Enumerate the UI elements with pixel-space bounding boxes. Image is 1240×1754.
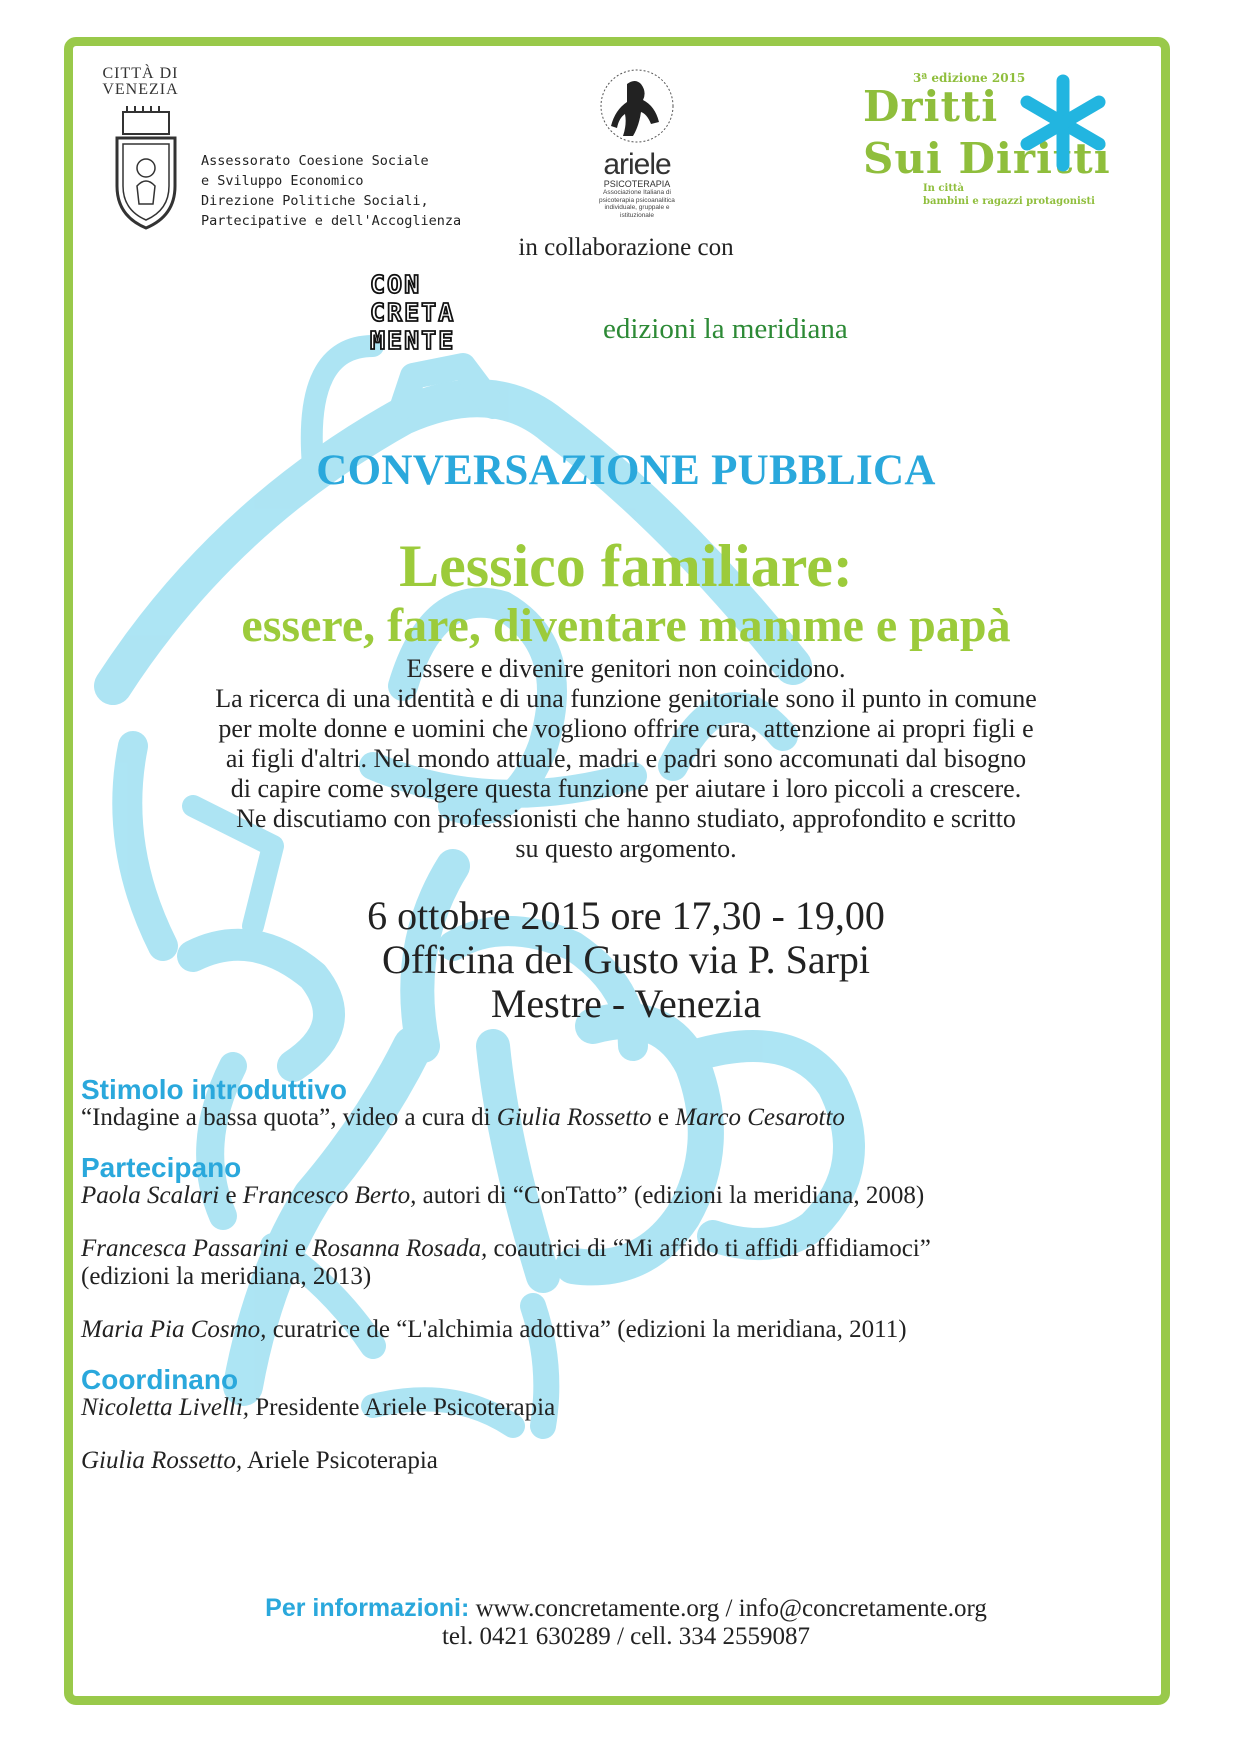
event-place: Officina del Gusto via P. Sarpi: [381, 937, 871, 982]
dritti-edition: 3ª edizione 2015: [913, 71, 1026, 85]
concretamente-line3: MENTE: [370, 326, 456, 354]
info-label: Per informazioni:: [265, 1594, 470, 1622]
concretamente-line1: CON: [370, 270, 422, 299]
venezia-crest-icon: [111, 106, 181, 231]
citta-venezia-block: [93, 65, 473, 229]
ariele-description: Associazione Italiana di psicoterapia psicoanalitica individuale, gruppale e istituzionale: [599, 189, 675, 219]
section-title-stimolo: Stimolo introduttivo: [81, 1074, 347, 1105]
dritti-title-line1: Dritti: [863, 82, 999, 131]
participant-line-2b: (edizioni la meridiana, 2013): [81, 1263, 372, 1290]
ariele-name: ariele: [603, 148, 671, 181]
event-date: 6 ottobre 2015 ore 17,30 - 19,00: [367, 893, 885, 938]
section-title-partecipano: Partecipano: [81, 1152, 242, 1183]
dritti-tagline: In città bambini e ragazzi protagonisti: [923, 183, 1095, 207]
intro-paragraph: Essere e divenire genitori non coincidono. La ricerca di una identità e di una funzione genitoriale sono il punto in comune per molte donne e uomini che vogliono offrire cura, attenzione ai propri figli e ai figli d'altri. Nel mondo attuale, madri e padri sono accomunati dal bisogno di capire come svolgere questa funzione per aiutare i loro piccoli a crescere. Ne discutiamo con professionisti che hanno studiato, approfondito e scritto su questo argomento.: [215, 654, 1037, 863]
participant-line-3: Maria Pia Cosmo, curatrice de “L'alchimia adottiva” (edizioni la meridiana, 2011): [81, 1316, 907, 1343]
subheadline: essere, fare, diventare mamme e papà: [241, 599, 1011, 652]
ariele-logo: [577, 66, 697, 219]
citta-venezia-title: CITTÀ DI VENEZIA: [102, 65, 179, 98]
dritti-sui-diritti-logo: [863, 71, 1163, 231]
poster-frame: [64, 37, 1170, 1705]
asterisk-icon: [1013, 73, 1113, 173]
section-title-coordinano: Coordinano: [81, 1364, 239, 1395]
info-web-email: www.concretamente.org / info@concretamente.org: [469, 1595, 987, 1622]
meridiana-logo: edizioni la meridiana: [603, 313, 848, 345]
ariele-subtitle: PSICOTERAPIA: [603, 179, 671, 189]
info-phones: tel. 0421 630289 / cell. 334 2559087: [441, 1623, 811, 1650]
assessorato-text: Assessorato Coesione Sociale e Sviluppo Economico Direzione Politiche Sociali, Partecipative e dell'Accoglienza: [201, 153, 462, 229]
collaboration-label: in collaborazione con: [518, 234, 734, 261]
contact-info: [73, 1594, 1170, 1651]
ariele-figure-icon: [597, 66, 677, 146]
event-city: Mestre - Venezia: [490, 981, 762, 1026]
concretamente-logo: [368, 269, 503, 354]
concretamente-line2: CRETA: [370, 298, 456, 327]
coordinator-line-2: Giulia Rossetto, Ariele Psicoterapia: [81, 1447, 438, 1474]
program: [81, 1076, 1161, 1475]
event-details: [73, 894, 1170, 1026]
participant-line-1: Paola Scalari e Francesco Berto, autori di “ConTatto” (edizioni la meridiana, 2008): [81, 1182, 925, 1209]
dritti-title-line2: Sui Diritti: [863, 134, 1111, 183]
participant-line-2: Francesca Passarini e Rosanna Rosada, coautrici di “Mi affido ti affidi affidiamoci”: [81, 1235, 931, 1262]
headline: Lessico familiare:: [399, 533, 853, 599]
stimolo-line: “Indagine a bassa quota”, video a cura di Giulia Rossetto e Marco Cesarotto: [81, 1104, 845, 1131]
page-title: CONVERSAZIONE PUBBLICA: [316, 447, 936, 494]
coordinator-line-1: Nicoletta Livelli, Presidente Ariele Psicoterapia: [81, 1394, 556, 1421]
